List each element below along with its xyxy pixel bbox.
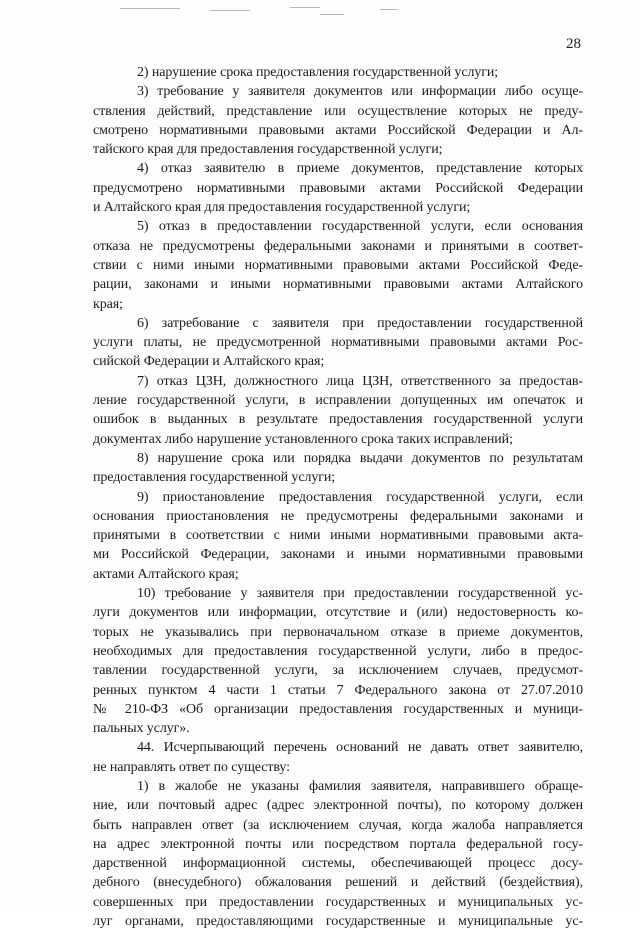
text-line: торых не указывались при первоначальном отказе в приеме документов, bbox=[93, 624, 583, 640]
text-line: 3) требование у заявителя документов или информации либо осуще- bbox=[137, 84, 583, 100]
text-line: дебного (внесудебного) обжалования решений и действий (бездействия), bbox=[93, 875, 583, 891]
text-line: 8) нарушение срока или порядка выдачи документов по результатам bbox=[137, 450, 583, 466]
text-line: необходимых для предоставления государственной услуги, либо в предос- bbox=[93, 643, 583, 659]
text-line: совершенных при предоставлении государственных и муниципальных ус- bbox=[93, 894, 583, 910]
text-line: ствления действий, представление или осуществление которых не преду- bbox=[93, 103, 583, 119]
scan-artifacts bbox=[120, 6, 500, 22]
text-line: тайского края для предоставления государственной услуги; bbox=[93, 142, 443, 158]
text-line: № 210-ФЗ «Об организации предоставления государственных и муници- bbox=[93, 701, 583, 717]
text-line: актами Алтайского края; bbox=[93, 566, 239, 582]
text-line: луги документов или информации, отсутствие и (или) недостоверность ко- bbox=[93, 605, 583, 621]
text-line: 6) затребование с заявителя при предоставлении государственной bbox=[137, 315, 583, 331]
text-line: ствии с ними иными нормативными правовыми актами Российской Феде- bbox=[93, 257, 583, 273]
text-line: 5) отказ в предоставлении государственной услуги, если основания bbox=[137, 219, 583, 235]
text-line: 2) нарушение срока предоставления государственной услуги; bbox=[137, 65, 499, 80]
text-line: 44. Исчерпывающий перечень оснований не давать ответ заявителю, bbox=[137, 740, 583, 756]
text-line: ние, или почтовый адрес (адрес электронной почты), по которому должен bbox=[93, 798, 583, 814]
text-line: услуги платы, не предусмотренной нормативными правовыми актами Рос- bbox=[93, 335, 583, 351]
text-line: предоставления государственной услуги; bbox=[93, 470, 336, 486]
text-line: сийской Федерации и Алтайского края; bbox=[93, 354, 325, 370]
text-line: ми Российской Федерации, законами и иными нормативными правовыми bbox=[93, 547, 583, 563]
text-line: края; bbox=[93, 296, 123, 312]
text-line: дарственной информационной системы, обеспечивающей процесс досу- bbox=[93, 856, 583, 872]
text-line: и Алтайского края для предоставления государственной услуги; bbox=[93, 200, 471, 216]
text-line: 7) отказ ЦЗН, должностного лица ЦЗН, ответственного за предостав- bbox=[137, 373, 583, 389]
text-line: ренных пунктом 4 части 1 статьи 7 Федерального закона от 27.07.2010 bbox=[93, 682, 583, 698]
text-line: 9) приостановление предоставления государственной услуги, если bbox=[137, 489, 583, 505]
text-line: луг органами, предоставляющими государственные и муниципальные ус- bbox=[93, 914, 583, 930]
text-line: 1) в жалобе не указаны фамилия заявителя, направившего обраще- bbox=[137, 778, 583, 794]
text-line: пальных услуг». bbox=[93, 721, 190, 737]
text-line: смотрено нормативными правовыми актами Российской Федерации и Ал- bbox=[93, 122, 583, 138]
text-line: 10) требование у заявителя при предоставлении государственной ус- bbox=[137, 586, 583, 602]
text-line: быть направлен ответ (за исключением случая, когда жалоба направляется bbox=[93, 817, 583, 833]
text-line: рации, законами и иными нормативными правовыми актами Алтайского bbox=[93, 277, 583, 293]
text-line: принятыми в соответствии с ними иными нормативными правовыми акта- bbox=[93, 528, 583, 544]
text-line: основания приостановления не предусмотрены федеральными законами и bbox=[93, 508, 583, 524]
text-line: отказа не предусмотрены федеральными законами и принятыми в соответ- bbox=[93, 238, 583, 254]
text-line: 4) отказ заявителю в приеме документов, представление которых bbox=[137, 161, 583, 177]
text-line: ошибок в выданных в результате предоставления государственной услуги bbox=[93, 412, 583, 428]
text-line: предусмотрено нормативными правовыми актами Российской Федерации bbox=[93, 180, 583, 196]
text-line: не направлять ответ по существу: bbox=[93, 759, 290, 775]
document-body bbox=[93, 63, 583, 931]
text-line: тавлении государственной услуги, за исключением случаев, предусмот- bbox=[93, 663, 583, 679]
text-line: ление государственной услуги, в исправлении допущенных им опечаток и bbox=[93, 393, 583, 409]
text-line: на адрес электронной почты или посредством портала федеральной госу- bbox=[93, 836, 583, 852]
text-line: документах либо нарушение установленного срока таких исправлений; bbox=[93, 431, 513, 447]
page-number: 28 bbox=[566, 36, 581, 52]
